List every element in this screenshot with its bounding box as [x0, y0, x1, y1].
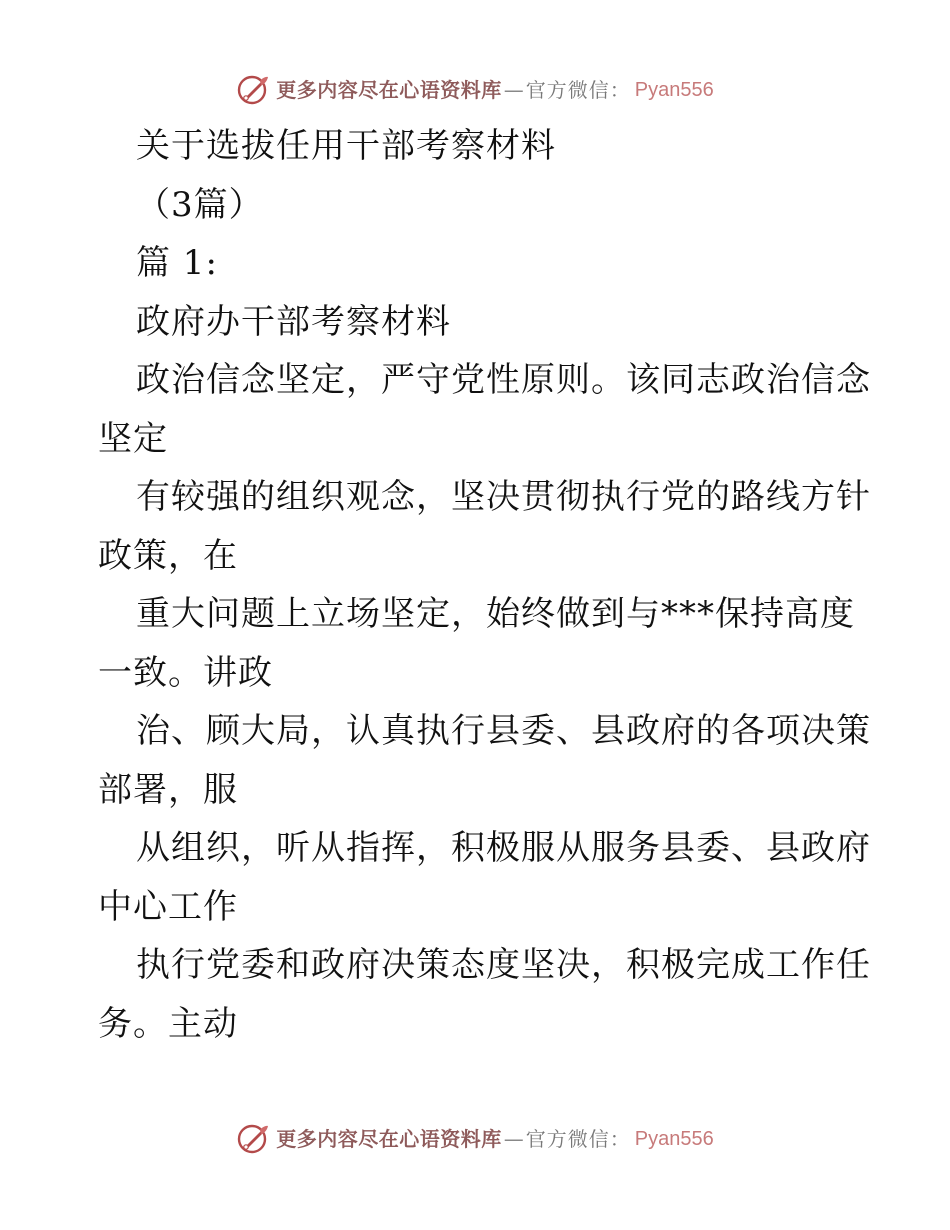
watermark-main-text: 更多内容尽在心语资料库 — [276, 1127, 502, 1151]
body-line: 政策，在 — [98, 535, 238, 576]
quill-logo-icon — [236, 73, 270, 107]
section-heading: 篇 1: — [136, 243, 218, 283]
section-title: 政府办干部考察材料 — [136, 301, 451, 342]
watermark-wechat-id: Pyan556 — [634, 1128, 714, 1150]
footer-watermark — [0, 1121, 950, 1157]
watermark-main-text: 更多内容尽在心语资料库 — [276, 78, 502, 102]
body-line: 有较强的组织观念，坚决贯彻执行党的路线方针 — [136, 477, 871, 517]
document-subtitle: （3篇） — [136, 184, 264, 225]
quill-logo-icon — [236, 1122, 270, 1156]
body-line: 坚定 — [98, 418, 168, 459]
watermark-text — [276, 1129, 713, 1149]
body-line: 重大问题上立场坚定，始终做到与***保持高度 — [136, 594, 855, 634]
body-line: 治、顾大局，认真执行县委、县政府的各项决策 — [136, 711, 871, 751]
body-line: 务。主动 — [98, 1003, 238, 1044]
watermark-label: 官方微信： — [525, 78, 631, 102]
watermark-wechat-id: Pyan556 — [634, 79, 714, 101]
body-line: 部署，服 — [98, 769, 238, 810]
watermark-separator: — — [503, 78, 524, 102]
watermark-separator: — — [503, 1127, 524, 1151]
body-line: 从组织，听从指挥，积极服从服务县委、县政府 — [136, 828, 871, 868]
body-line: 中心工作 — [98, 886, 238, 927]
watermark-label: 官方微信： — [525, 1127, 631, 1151]
body-line: 执行党委和政府决策态度坚决，积极完成工作任 — [136, 945, 871, 985]
body-line: 一致。讲政 — [98, 652, 273, 693]
body-line: 政治信念坚定，严守党性原则。该同志政治信念 — [136, 360, 871, 400]
header-watermark — [0, 72, 950, 108]
watermark-text — [276, 80, 713, 100]
document-body — [98, 117, 871, 1053]
document-title: 关于选拔任用干部考察材料 — [136, 126, 556, 166]
